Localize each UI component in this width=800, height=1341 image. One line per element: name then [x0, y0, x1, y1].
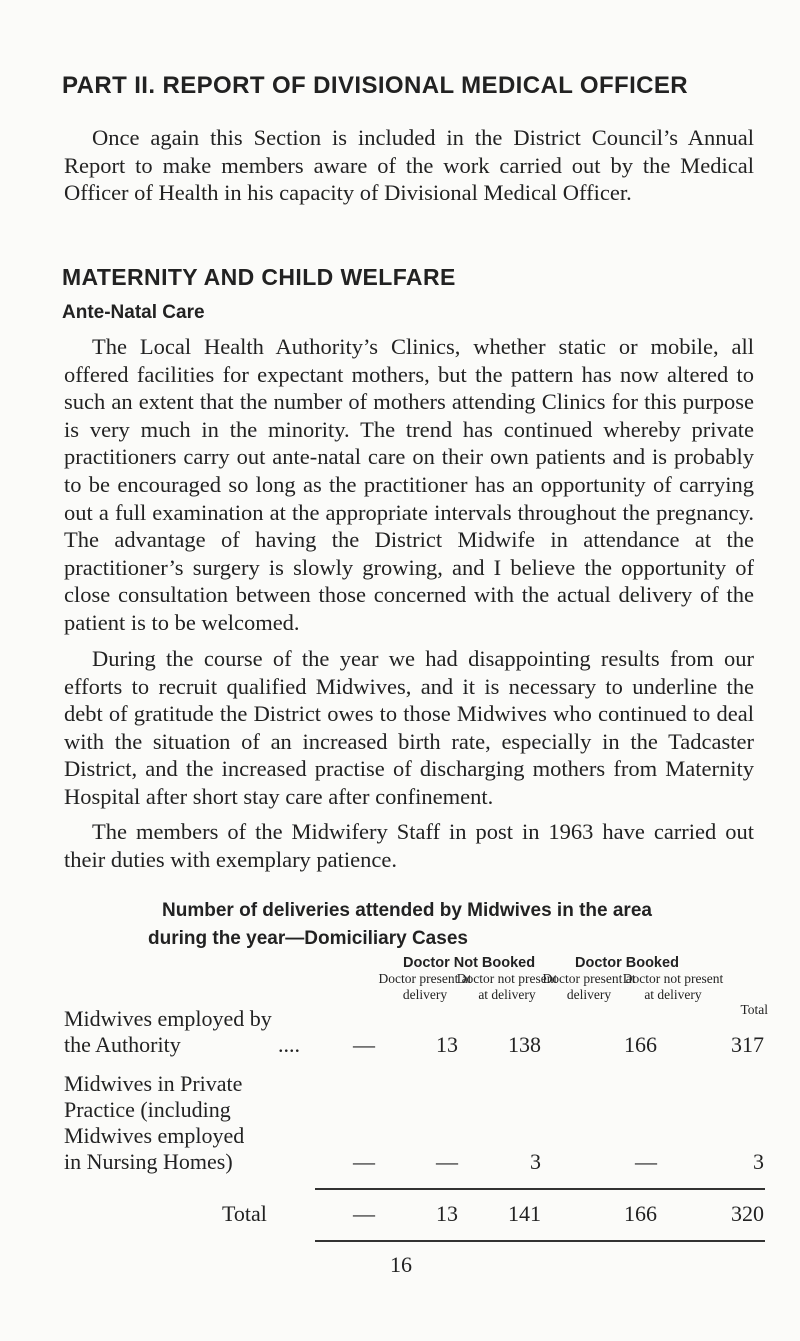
row2-label-c: Midwives employed	[64, 1123, 245, 1148]
total-cell-3: 141	[508, 1201, 541, 1226]
total-cell-1: —	[353, 1201, 375, 1226]
page-title: PART II. REPORT OF DIVISIONAL MEDICAL OFFICER	[62, 72, 689, 99]
paragraph-staff: The members of the Midwifery Staff in post in 1963 have carried out their duties with exemplary patience.	[64, 819, 754, 872]
intro-paragraph: Once again this Section is included in the District Council’s Annual Report to make members aware of the work carried out by the Medical Officer of Health in his capacity of Divisional Medical Officer.	[64, 125, 754, 206]
row2-label-a: Midwives in Private	[64, 1071, 243, 1096]
col-header-2: Doctor not present at delivery	[456, 971, 558, 1002]
section-heading: MATERNITY AND CHILD WELFARE	[62, 264, 456, 290]
row1-cell-3: 138	[508, 1032, 541, 1057]
paragraph-antenatal: The Local Health Authority’s Clinics, whether static or mobile, all offered facilities for expectant mothers, but the pattern has now altered to such an extent that the number of mothers attending Clinics for this purpose is very much in the minority. The trend has continued whereby private practitioners carry out ante-natal care on their own patients and is probably to be encouraged so long as the practitioner has an opportunity of carrying out a full examination at the appropriate intervals throughout the pregnancy. The advantage of having the District Midwife in attendance at the practitioner’s surgery is slowly growing, and I believe the opportunity of close consultation between those concerned with the actual delivery of the patient is to be welcomed.	[64, 334, 754, 635]
row1-label-a: Midwives employed by	[64, 1006, 272, 1031]
table-rule-bottom	[315, 1240, 765, 1242]
paragraph-midwives: During the course of the year we had disappointing results from our efforts to recruit qualified Midwives, and it is necessary to underline the debt of gratitude the District owes to those Midwives who continued to deal with the situation of an increased birth rate, especially in the Tadcaster District, and the increased practise of discharging mothers from Maternity Hospital after short stay care after confinement.	[64, 646, 754, 809]
page-number: 16	[390, 1252, 412, 1277]
row2-cell-2: —	[436, 1149, 458, 1174]
total-label: Total	[222, 1201, 267, 1226]
table-caption-line2: during the year—Domiciliary Cases	[148, 928, 468, 949]
group-header-booked: Doctor Booked	[575, 955, 679, 971]
col-header-1: Doctor present at delivery	[378, 971, 472, 1002]
col-header-4: Doctor not present at delivery	[622, 971, 724, 1002]
row1-cell-4: 166	[624, 1032, 657, 1057]
row2-cell-3: 3	[530, 1149, 541, 1174]
row2-cell-1: —	[353, 1149, 375, 1174]
row1-label-b: the Authority	[64, 1032, 181, 1057]
col-header-3: Doctor present at delivery	[542, 971, 636, 1002]
table-caption-line1: Number of deliveries attended by Midwives in the area	[162, 900, 652, 921]
row1-cell-5: 317	[731, 1032, 764, 1057]
row2-label-b: Practice (including	[64, 1097, 231, 1122]
row1-leader-dots: ....	[278, 1032, 300, 1057]
col-header-total: Total	[740, 1002, 768, 1017]
total-cell-2: 13	[436, 1201, 458, 1226]
subheading: Ante-Natal Care	[62, 302, 205, 323]
total-cell-5: 320	[731, 1201, 764, 1226]
row2-label-d: in Nursing Homes)	[64, 1149, 233, 1174]
row2-cell-5: 3	[753, 1149, 764, 1174]
row2-cell-4: —	[635, 1149, 657, 1174]
row1-cell-1: —	[353, 1032, 375, 1057]
total-cell-4: 166	[624, 1201, 657, 1226]
group-header-not-booked: Doctor Not Booked	[403, 955, 536, 971]
table-rule-top	[315, 1188, 765, 1190]
row1-cell-2: 13	[436, 1032, 458, 1057]
